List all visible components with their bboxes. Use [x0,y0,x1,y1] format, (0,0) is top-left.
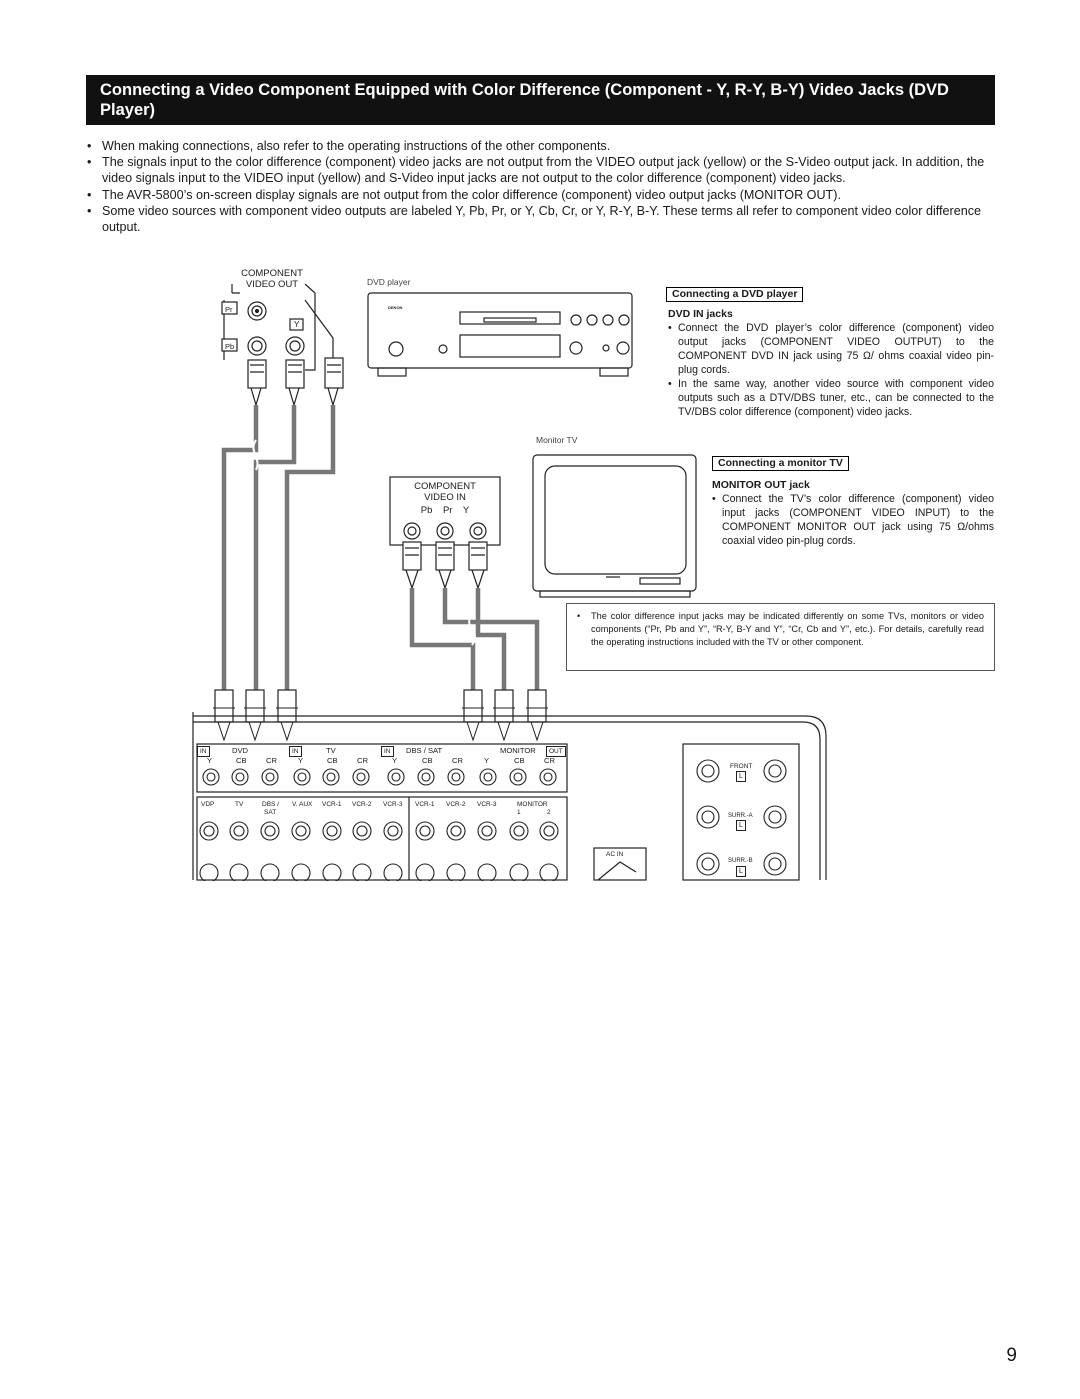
dvd-bullets [668,321,994,419]
dvd-component-out-label [237,268,307,290]
jack-cr: CR [544,756,555,765]
jack-cr: CR [452,756,463,765]
tv-component-label: COMPONENT [414,481,476,492]
jack-y: Y [207,756,213,765]
jack-cb: CB [327,756,338,765]
receiver-tag-out: OUT [546,746,566,757]
speaker-l-label: L [736,771,746,782]
jack-cr: CR [357,756,368,765]
video-label: VCR-2 [352,801,372,808]
jack-y: Y [392,756,398,765]
intro-bullet: • When making connections, also refer to the operating instructions of the other components. [86,138,996,154]
video-label: V. AUX [292,801,313,808]
dvd-bullet: • Connect the DVD player’s color difference (component) video output jacks (COMPONENT VIDEO OUTPUT) to the COMPONENT DVD IN jack using 75 Ω/ ohms coaxial video pin-plug cords. [668,321,994,377]
speaker-l-label: L [736,820,746,831]
receiver-group-dvd: DVD [232,746,249,755]
monitor-1-label: 1 [517,809,521,816]
tv-jack-labels: Pb Pr Y [420,505,470,516]
tv-component-in-label [391,481,499,516]
speaker-l-label: L [736,866,746,877]
video-label: VDP [201,801,215,808]
tv-device-label: Monitor TV [536,435,578,445]
receiver-tag-tv: IN [289,746,302,757]
jack-cr: CR [266,756,277,765]
video-label: DBS / [262,801,279,808]
jack-y: Y [298,756,304,765]
speaker-surr-a-label: SURR.-A [728,813,753,819]
dvd-section-title: Connecting a DVD player [666,287,803,302]
video-label-monitor: MONITOR [517,801,548,808]
receiver-group-monitor: MONITOR [500,746,536,755]
dvd-component-label: COMPONENT [241,268,303,279]
receiver-tag-dvd: IN [197,746,210,757]
speaker-front-label: FRONT [730,763,753,770]
tv-bullet: • Connect the TV’s color difference (component) video input jacks (COMPONENT VIDEO INPUT) to the COMPONENT MONITOR OUT jack using 75 Ω/ohms coaxial video pin-plug cords. [712,492,994,548]
speaker-surr-b-label: SURR.-B [728,858,753,864]
video-label: VCR-2 [446,801,466,808]
video-label: VCR-1 [322,801,342,808]
video-label: VCR-1 [415,801,435,808]
tv-subhead: MONITOR OUT jack [712,479,810,491]
jack-cb: CB [514,756,525,765]
receiver-tag-dbs: IN [381,746,394,757]
video-label: TV [235,801,244,808]
ac-in-label: AC IN [606,851,624,858]
tv-section-title: Connecting a monitor TV [712,456,849,471]
video-label-sat: SAT [264,809,277,816]
monitor-2-label: 2 [547,809,551,816]
note-box: • The color difference input jacks may be indicated differently on some TVs, monitors or video components (“Pr, Pb and Y”, “R-Y, B-Y and Y”, “Cr, Cb and Y”, etc.). For details, carefully read the operating instructions included with the TV or other component. [566,603,995,671]
receiver-group-tv: TV [326,746,336,755]
dvd-video-out-label: VIDEO OUT [245,279,299,290]
video-label: VCR-3 [477,801,497,808]
page-number: 9 [1006,1345,1017,1366]
dvd-bullet: • In the same way, another video source with component video outputs such as a DTV/DBS tuner, etc., can be connected to the TV/DBS color difference (component) video jacks. [668,377,994,419]
dvd-jack-pb: Pb [225,342,235,351]
jack-y: Y [484,756,490,765]
jack-cb: CB [236,756,247,765]
dvd-jack-y: Y [294,320,300,329]
jack-cb: CB [422,756,433,765]
dvd-jack-pr: Pr [225,305,233,314]
receiver-group-dbs: DBS / SAT [406,746,443,755]
dvd-subhead: DVD IN jacks [668,308,733,320]
intro-bullet: • The signals input to the color difference (component) video jacks are not output from the VIDEO output jack (yellow) or the S-Video output jack. In addition, the video signals input to the VIDEO input (yellow) and S-Video input jacks are not output to the color difference (component) video jacks. [86,154,996,186]
page-title: Connecting a Video Component Equipped with Color Difference (Component - Y, R-Y, B-Y) Video Jacks (DVD Player) [100,81,949,119]
tv-bullets [712,492,994,548]
dvd-device-label: DVD player [367,277,411,287]
intro-bullet: • The AVR-5800’s on-screen display signals are not output from the color difference (component) video output jacks (MONITOR OUT). [86,187,996,203]
intro-bullet: • Some video sources with component video outputs are labeled Y, Pb, Pr, or Y, Cb, Cr, or Y, R-Y, B-Y. These terms all refer to component video color difference output. [86,203,996,235]
dvd-brand: DENON [388,305,403,310]
video-label: VCR-3 [383,801,403,808]
tv-video-in-label: VIDEO IN [424,492,466,503]
